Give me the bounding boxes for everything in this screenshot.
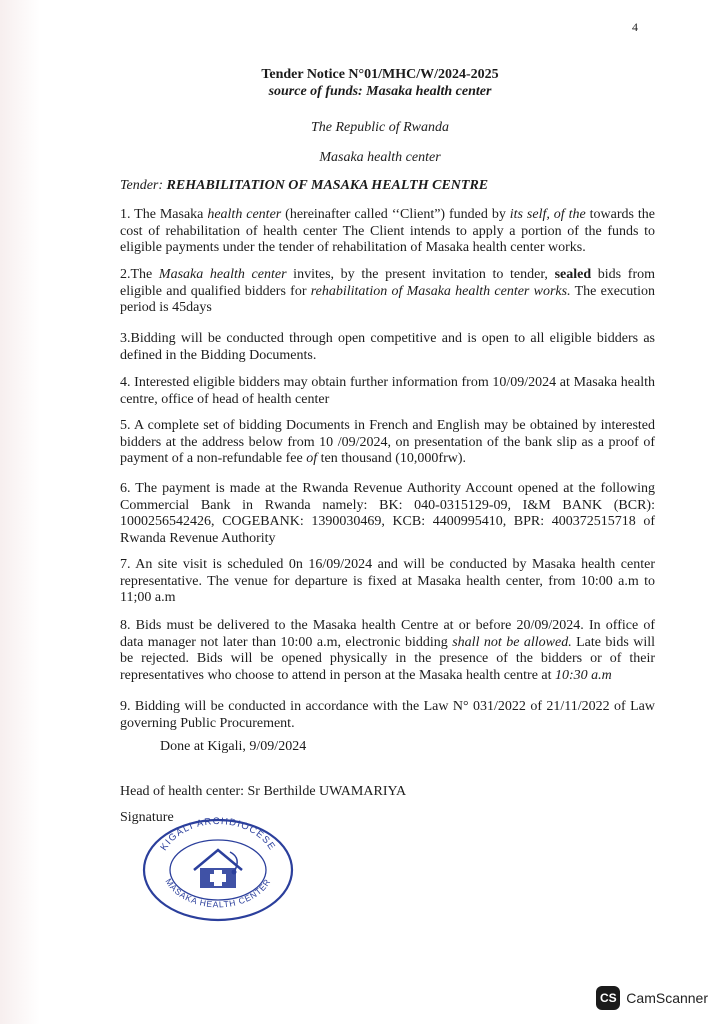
signature-label: Signature (120, 810, 174, 825)
tender-prefix: Tender: (120, 178, 167, 193)
p5-text-c: ten thousand (10,000frw). (317, 451, 467, 466)
camscanner-watermark (596, 986, 708, 1010)
p8-text-c: Late bids will be rejected. Bids will be opened physically in the presence of the bidders or of their representatives who choose to attend in person at the Masaka health centre at (120, 634, 655, 683)
p2-italic-b: Masaka health center (158, 267, 287, 282)
p1-text-a: 1. The Masaka (120, 207, 208, 222)
done-at-line: Done at Kigali, 9/09/2024 (160, 739, 307, 754)
paragraph-8 (120, 618, 655, 684)
p1-text-e: towards the cost of rehabilitation of health center The Client intends to apply a portion of the funds to eligible payments under the tender of rehabilitation of Masaka health center works. (120, 207, 655, 255)
official-stamp (138, 812, 298, 922)
p8-text-a: 8. Bids must be delivered to the Masaka health Centre at or before 20/09/2024. In office of data manager not later than 10:00 a.m, electronic bidding (120, 618, 655, 650)
health-center-heading: Masaka health center (319, 150, 441, 165)
p1-italic-d: its self, of the (509, 207, 586, 222)
p5-italic-b: of (306, 451, 318, 466)
p2-text-e: bids from eligible and qualified bidders for (120, 267, 655, 299)
tender-name: REHABILITATION OF MASAKA HEALTH CENTRE (166, 178, 489, 193)
stamp-top-text: KIGALI ARCHDIOCESE (158, 815, 278, 853)
paragraph-2 (120, 267, 655, 317)
paragraph-9: 9. Bidding will be conducted in accordance with the Law N° 031/2022 of 21/11/2022 of Law governing Public Procurement. (120, 699, 655, 731)
p8-italic-d: 10:30 a.m (555, 667, 612, 683)
house-cross-icon (194, 850, 242, 888)
page-number: 4 (632, 20, 638, 34)
stamp-bottom-text: MASAKA HEALTH CENTER (163, 876, 273, 910)
p2-bold-d: sealed (554, 267, 592, 282)
paragraph-1 (120, 207, 655, 257)
source-of-funds: source of funds: Masaka health center (268, 84, 492, 99)
p8-italic-b: shall not be allowed. (452, 634, 572, 650)
tender-notice-title: Tender Notice N°01/MHC/W/2024-2025 (261, 67, 499, 82)
p2-italic-f: rehabilitation of Masaka health center works. (310, 283, 571, 299)
tender-line (120, 178, 488, 194)
paragraph-4: 4. Interested eligible bidders may obtain further information from 10/09/2024 at Masaka health centre, office of head of health center (120, 375, 655, 407)
republic-heading: The Republic of Rwanda (310, 120, 450, 135)
camscanner-logo: CS (596, 986, 620, 1010)
p5-text-a: 5. A complete set of bidding Documents in French and English may be obtained by interested bidders at the address below from 10 /09/2024, on presentation of the bank slip as a proof of payment of a non-refundable fee (120, 418, 655, 466)
head-of-center-line: Head of health center: Sr Berthilde UWAMARIYA (120, 784, 407, 799)
paragraph-6: 6. The payment is made at the Rwanda Revenue Authority Account opened at the following Commercial Bank in Rwanda namely: BK: 040-0315129-09, I&M BANK (BCR): 1000256542426, COGEBANK: 1390030469, KCB: 4400995410, BPR: 400372515718 of Rwanda Revenue Authority (120, 481, 655, 546)
p1-text-c: (hereinafter called ‘‘Client”) funded by (281, 207, 510, 222)
paragraph-7: 7. An site visit is scheduled 0n 16/09/2024 and will be conducted by Masaka health center representative. The venue for departure is fixed at Masaka health center, from 10:00 a.m to 11;00 a.m (120, 557, 655, 605)
p2-text-a: 2.The (120, 267, 159, 282)
p1-italic-b: health center (207, 207, 282, 222)
paragraph-3: 3.Bidding will be conducted through open competitive and is open to all eligible bidders as defined in the Bidding Documents. (120, 331, 655, 363)
p2-text-c: invites, by the present invitation to tender, (286, 267, 555, 282)
paragraph-5 (120, 418, 655, 468)
camscanner-label: CamScanner (626, 990, 708, 1006)
p2-text-g: The execution period is 45days (120, 283, 656, 315)
